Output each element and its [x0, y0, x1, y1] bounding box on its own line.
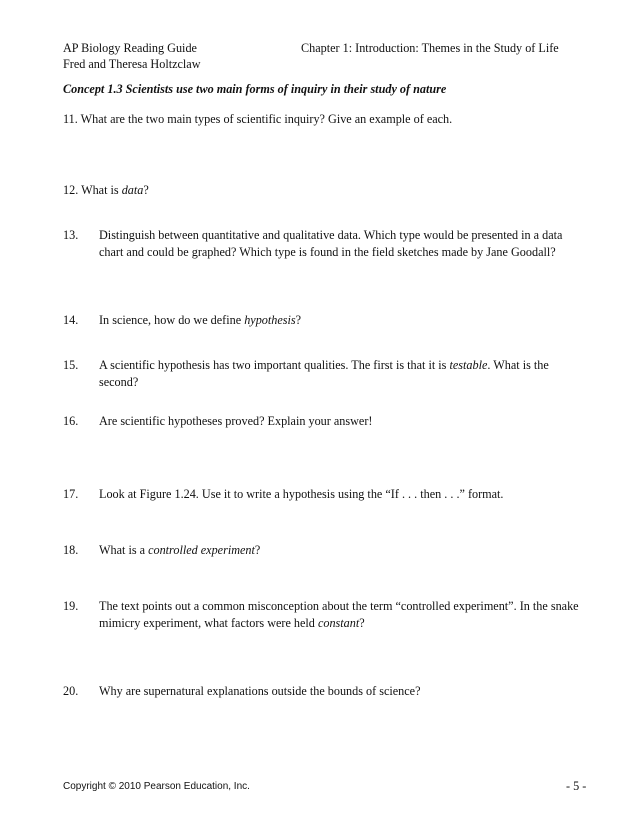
question-number: 13. [63, 228, 79, 242]
question-text: In science, how do we define [99, 313, 245, 327]
key-term: data [121, 183, 144, 197]
question-text: Look at Figure 1.24. Use it to write a hypothesis using the “If . . . then . . .” format. [99, 487, 504, 501]
question-number: 15. [63, 358, 79, 372]
header-course: AP Biology Reading Guide [63, 41, 197, 55]
key-term: hypothesis [244, 313, 296, 327]
question-11 [63, 111, 452, 128]
header-chapter: Chapter 1: Introduction: Themes in the Study of Life [301, 41, 559, 55]
question-number: 20. [63, 684, 79, 698]
question-text-line-2: mimicry experiment, what factors were held [99, 616, 318, 630]
question-text: What is [81, 183, 122, 197]
question-number: 18. [63, 543, 79, 557]
question-number: 16. [63, 414, 79, 428]
question-number: 11. [63, 112, 78, 126]
question-text: A scientific hypothesis has two important qualities. The first is that it is [99, 358, 450, 372]
question-text: What is a [99, 543, 149, 557]
question-text-line-1: The text points out a common misconception about the term “controlled experiment”. In the snake [99, 599, 579, 613]
question-12: 12. What is data? [63, 183, 149, 197]
question-number: 17. [63, 487, 79, 501]
key-term: testable [449, 358, 488, 372]
footer-copyright: Copyright © 2010 Pearson Education, Inc. [63, 781, 250, 792]
concept-heading: Concept 1.3 Scientists use two main forms of inquiry in their study of nature [63, 82, 447, 96]
question-text-line-1: Distinguish between quantitative and qualitative data. Which type would be presented in a data [99, 228, 563, 242]
question-text-line-2: second? [99, 375, 139, 389]
key-term: controlled experiment [148, 543, 255, 557]
question-text: Why are supernatural explanations outside the bounds of science? [99, 684, 421, 698]
question-number: 14. [63, 313, 79, 327]
key-term: constant [317, 616, 360, 630]
question-text-line-2: chart and could be graphed? Which type is found in the field sketches made by Jane Goodall? [99, 245, 556, 259]
header-authors: Fred and Theresa Holtzclaw [63, 57, 201, 71]
question-number: 19. [63, 599, 79, 613]
question-text: Are scientific hypotheses proved? Explain your answer! [99, 414, 373, 428]
page-number: - 5 - [566, 779, 587, 793]
question-text: What are the two main types of scientific inquiry? Give an example of each. [80, 112, 453, 126]
document-page: AP Biology Reading Guide Fred and Theresa Holtzclaw Chapter 1: Introduction: Themes in the Study of Life Concept 1.3 Scientists use two main forms of inquiry in their study of nature 11. What are the two main types of scientific inquiry? Give an example of each. 12. What is data? 13. Distinguish between quantitative and qualitative data. Which type would be presented in a data chart and could be graphed? Which type is found in the field sketches made by Jane Goodall? 14. In science, how do we define hypothesis? 15. A scientific hypothesis has two important qualities. The first is that it is testable. What is the second? 16. Are scientific hypotheses proved? Explain your answer! 17. Look at Figure 1.24. Use it to write a hypothesis using the “If . . . then . . .” format. 18. What is a controlled experiment? 19. The text points out a common misconception about the term “controlled experiment”. In the snake mimicry experiment, what factors were held constant? 20. Why are supernatural explanations outside the bounds of science? Copyright © 2010 Pearson Education, Inc. - 5 - [63, 41, 587, 793]
question-number: 12. [63, 183, 79, 197]
